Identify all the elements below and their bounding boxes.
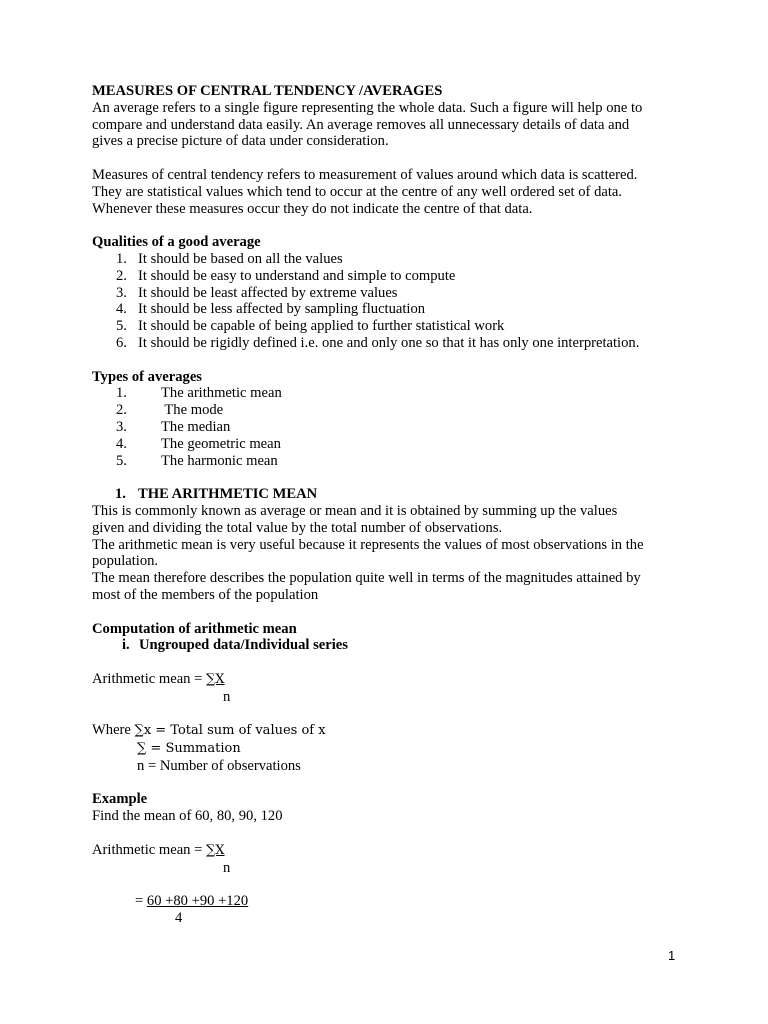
where-line: n = Number of observations bbox=[137, 757, 301, 774]
section-line: given and dividing the total value by the total number of observations. bbox=[92, 519, 503, 536]
sum-numerator: ∑X bbox=[206, 842, 225, 858]
types-list bbox=[92, 385, 692, 469]
list-item: 6. It should be rigidly defined i.e. one and only one so that it has only one interpretation. bbox=[116, 334, 640, 351]
list-item: 1. It should be based on all the values bbox=[116, 250, 343, 267]
example-text: Find the mean of 60, 80, 90, 120 bbox=[92, 808, 283, 825]
subsection-title: i. Ungrouped data/Individual series bbox=[122, 637, 348, 654]
sum-numerator: ∑X bbox=[206, 671, 225, 687]
formula-denominator: n bbox=[223, 859, 231, 876]
list-item: 2. The mode bbox=[116, 402, 224, 419]
measures-line: Measures of central tendency refers to measurement of values around which data is scattered. bbox=[92, 166, 638, 183]
qualities-list bbox=[92, 251, 692, 352]
section-title: 1. THE ARITHMETIC MEAN bbox=[115, 486, 318, 503]
page-number: 1 bbox=[668, 948, 676, 963]
page-title: MEASURES OF CENTRAL TENDENCY /AVERAGES bbox=[92, 83, 443, 99]
list-item: 4. The geometric mean bbox=[116, 435, 281, 452]
equation-denominator: 4 bbox=[175, 910, 183, 927]
where-line: ∑ = Summation bbox=[137, 741, 241, 757]
list-item: 5. The harmonic mean bbox=[116, 452, 278, 469]
list-item: 1. The arithmetic mean bbox=[116, 385, 282, 402]
formula-denominator: n bbox=[223, 688, 231, 705]
example-formula: Arithmetic mean = ∑X bbox=[92, 841, 225, 858]
list-item: 3. The median bbox=[116, 418, 231, 435]
measures-line: They are statistical values which tend to occur at the centre of any well ordered set of data. bbox=[92, 183, 623, 200]
formula: Arithmetic mean = ∑X bbox=[92, 670, 225, 687]
section-line: most of the members of the population bbox=[92, 586, 319, 603]
where-line: Where ∑x = Total sum of values of x bbox=[92, 722, 326, 739]
types-heading: Types of averages bbox=[92, 368, 202, 385]
measures-line: Whenever these measures occur they do not indicate the centre of that data. bbox=[92, 200, 533, 217]
list-item: 5. It should be capable of being applied to further statistical work bbox=[116, 318, 505, 335]
equation-numerator: 60 +80 +90 +120 bbox=[146, 893, 249, 910]
section-line: The mean therefore describes the population quite well in terms of the magnitudes attained by bbox=[92, 570, 641, 587]
intro-line: compare and understand data easily. An average removes all unnecessary details of data and bbox=[92, 116, 630, 133]
list-item: 2. It should be easy to understand and simple to compute bbox=[116, 267, 456, 284]
section-line: This is commonly known as average or mean and it is obtained by summing up the values bbox=[92, 502, 618, 519]
section-line: The arithmetic mean is very useful because it represents the values of most observations in the bbox=[92, 536, 644, 553]
intro-line: gives a precise picture of data under consideration. bbox=[92, 133, 389, 150]
document-page bbox=[92, 83, 692, 927]
qualities-heading: Qualities of a good average bbox=[92, 234, 261, 251]
example-equation: = 60 +80 +90 +120 bbox=[135, 893, 249, 910]
intro-line: An average refers to a single figure representing the whole data. Such a figure will help one to bbox=[92, 99, 643, 116]
computation-heading: Computation of arithmetic mean bbox=[92, 620, 297, 637]
example-heading: Example bbox=[92, 791, 148, 808]
list-item: 4. It should be less affected by sampling fluctuation bbox=[116, 301, 426, 318]
list-item: 3. It should be least affected by extreme values bbox=[116, 284, 398, 301]
section-line: population. bbox=[92, 553, 159, 570]
